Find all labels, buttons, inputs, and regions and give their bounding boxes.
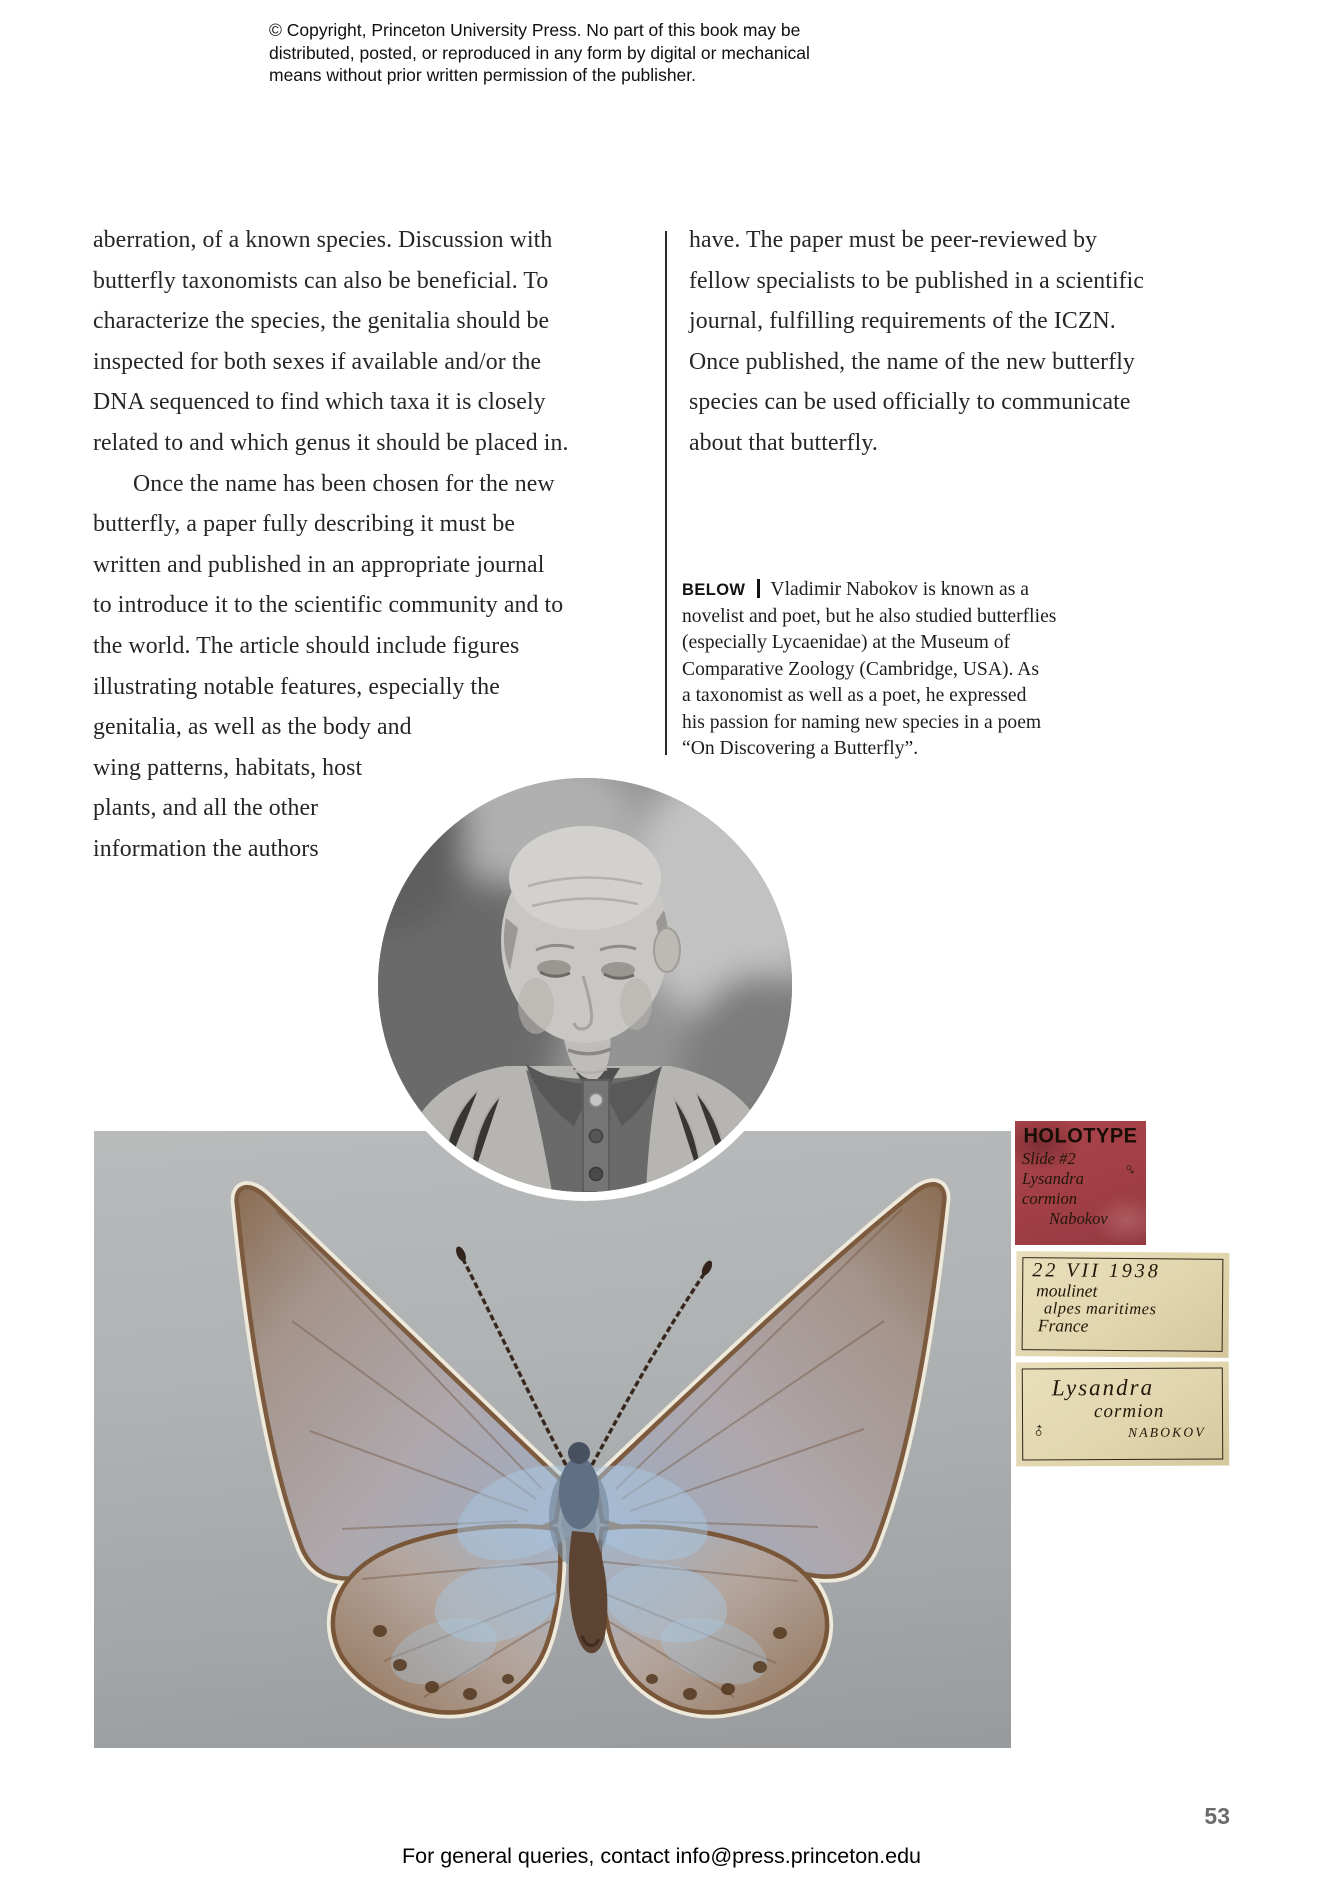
locality-place: moulinet xyxy=(1036,1280,1098,1301)
caption-bar-divider xyxy=(757,579,760,598)
copyright-notice xyxy=(269,19,869,87)
body-line: species can be used officially to communicate xyxy=(689,389,1131,416)
caption-line: “On Discovering a Butterfly”. xyxy=(682,738,919,759)
body-line: inspected for both sexes if available and/or the xyxy=(93,348,542,375)
body-line: aberration, of a known species. Discussion with xyxy=(93,227,553,253)
locality-region: alpes maritimes xyxy=(1043,1298,1157,1319)
body-line: written and published in an appropriate journal xyxy=(93,551,545,578)
label-border xyxy=(1022,1367,1223,1460)
nabokov-portrait-photo xyxy=(369,769,801,1201)
body-line: butterfly, a paper fully describing it must be xyxy=(93,511,516,538)
caption-line: a taxonomist as well as a poet, he expressed xyxy=(682,685,1027,706)
caption-line: Comparative Zoology (Cambridge, USA). As xyxy=(682,658,1039,680)
body-line: fellow specialists to be published in a scientific xyxy=(689,267,1145,294)
male-symbol: ♂ xyxy=(1026,1418,1052,1445)
determination-genus: Lysandra xyxy=(1051,1374,1155,1401)
body-line: characterize the species, the genitalia should be xyxy=(93,308,550,335)
body-line: have. The paper must be peer-reviewed by xyxy=(689,227,1098,253)
body-line: Once the name has been chosen for the new xyxy=(133,470,555,497)
footer-contact-line: For general queries, contact info@press.princeton.edu xyxy=(401,1844,921,1868)
copyright-line: © Copyright, Princeton University Press. No part of this book may be xyxy=(269,20,801,40)
page-number: 53 xyxy=(1204,1803,1230,1829)
specimen-photo xyxy=(94,1131,1011,1748)
determination-label xyxy=(1016,1361,1230,1466)
determination-author: NABOKOV xyxy=(1128,1424,1206,1440)
holotype-title: HOLOTYPE xyxy=(1023,1124,1138,1148)
body-line: to introduce it to the scientific community and to xyxy=(93,592,564,619)
holotype-species: cormion xyxy=(1022,1189,1077,1208)
holotype-genus: Lysandra xyxy=(1022,1169,1084,1188)
caption-line: (especially Lycaenidae) at the Museum of xyxy=(682,632,1011,653)
butterfly-illustration xyxy=(94,1131,1011,1748)
body-line: genitalia, as well as the body and xyxy=(93,714,412,741)
locality-country: France xyxy=(1037,1315,1089,1336)
left-text-column xyxy=(93,220,569,870)
holotype-slide: Slide #2 xyxy=(1022,1149,1076,1168)
right-text-column xyxy=(689,220,1144,464)
body-line: illustrating notable features, especially the xyxy=(93,673,500,700)
body-line: related to and which genus it should be placed in. xyxy=(93,429,569,456)
locality-label xyxy=(1016,1251,1230,1358)
caption-below-label: BELOW xyxy=(682,581,746,599)
body-line: butterfly taxonomists can also be beneficial. To xyxy=(93,267,549,294)
body-line: the world. The article should include figures xyxy=(93,632,520,659)
holotype-author: Nabokov xyxy=(1049,1209,1108,1228)
body-line: about that butterfly. xyxy=(689,429,878,456)
caption-line: his passion for naming new species in a poem xyxy=(682,711,1042,733)
column-divider-rule xyxy=(665,231,667,755)
body-line: DNA sequenced to find which taxa it is closely xyxy=(93,389,546,416)
label-border xyxy=(1022,1257,1224,1352)
figure-caption xyxy=(682,577,1056,763)
copyright-line: means without prior written permission of the publisher. xyxy=(269,65,697,86)
body-line: Once published, the name of the new butterfly xyxy=(689,348,1135,375)
caption-line xyxy=(682,577,1056,604)
copyright-line: distributed, posted, or reproduced in any form by digital or mechanical xyxy=(269,42,810,63)
caption-text: Vladimir Nabokov is known as a xyxy=(770,579,1029,600)
portrait-illustration xyxy=(378,778,792,1192)
locality-date: 22 VII 1938 xyxy=(1032,1259,1161,1283)
holotype-label xyxy=(1015,1121,1146,1245)
caption-line: novelist and poet, but he also studied butterflies xyxy=(682,605,1057,627)
body-line: information the authors xyxy=(93,835,319,862)
body-line: wing patterns, habitats, host xyxy=(93,754,363,781)
body-line: plants, and all the other xyxy=(93,795,319,822)
body-line: journal, fulfilling requirements of the ICZN. xyxy=(689,308,1116,335)
determination-species: cormion xyxy=(1093,1400,1165,1423)
male-symbol: ♂ xyxy=(1119,1161,1141,1178)
